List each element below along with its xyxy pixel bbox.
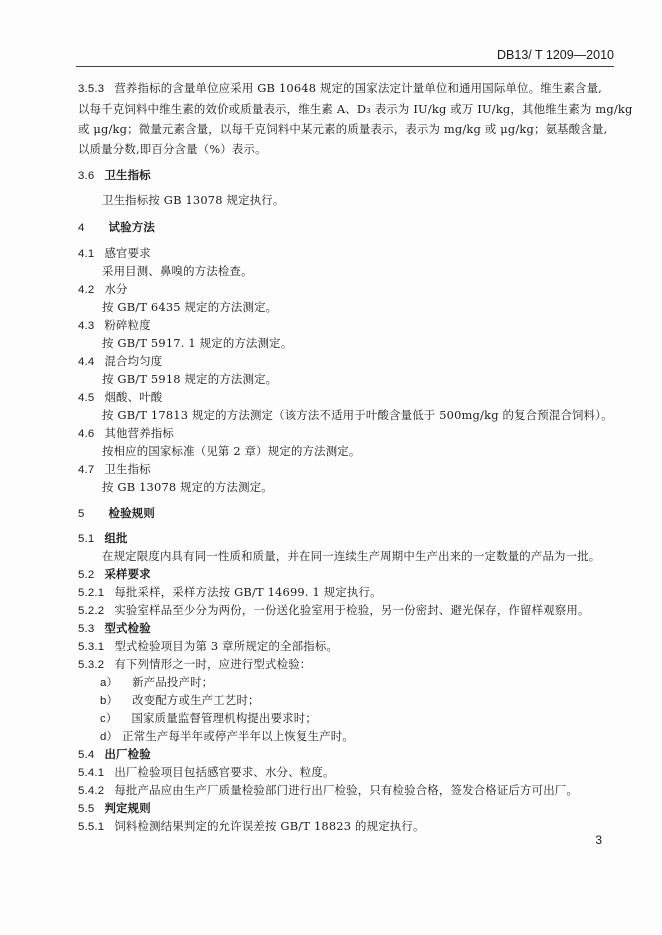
clause-text: 采用目测、鼻嗅的方法检查。 bbox=[102, 264, 253, 278]
list-text: 国家质量监督管理机构提出要求时； bbox=[131, 711, 317, 725]
list-text: 改变配方或生产工艺时； bbox=[132, 693, 260, 707]
clause-body bbox=[102, 407, 613, 423]
clause-number: 4.6 bbox=[78, 428, 95, 440]
clause-text: 以质量分数,即百分含量（%）表示。 bbox=[78, 142, 267, 156]
clause-number: 5 bbox=[78, 508, 85, 520]
clause-5-2-2 bbox=[78, 602, 590, 619]
clause-text: 按 GB/T 17813 规定的方法测定（该方法不适用于叶酸含量低于 500mg/kg 的复合预混合饲料）。 bbox=[102, 408, 613, 422]
heading-5 bbox=[78, 505, 155, 522]
clause-title: 卫生指标 bbox=[104, 462, 151, 476]
heading-4-3 bbox=[78, 317, 151, 334]
clause-number: 4.4 bbox=[78, 356, 95, 368]
clause-title: 烟酸、叶酸 bbox=[104, 390, 163, 404]
list-marker: a） bbox=[100, 677, 119, 689]
clause-5-2-1 bbox=[78, 584, 382, 601]
clause-number: 5.5.1 bbox=[78, 821, 105, 833]
clause-number: 5.2.2 bbox=[78, 605, 105, 617]
paragraph-3-5-3-line-1 bbox=[78, 80, 602, 97]
clause-body bbox=[102, 263, 253, 279]
clause-number: 5.3.2 bbox=[78, 659, 105, 671]
heading-4-6 bbox=[78, 425, 174, 442]
heading-4-2 bbox=[78, 281, 128, 298]
clause-text: 以每千克饲料中维生素的效价或质量表示，维生素 A、D₃ 表示为 IU/kg 或万 IU/kg，其他维生素为 mg/kg bbox=[78, 102, 633, 116]
clause-number: 4.3 bbox=[78, 320, 95, 332]
clause-5-3-1 bbox=[78, 638, 338, 655]
clause-body bbox=[102, 479, 273, 495]
clause-body bbox=[102, 443, 361, 459]
clause-text: 饲料检测结果判定的允许误差按 GB/T 18823 的规定执行。 bbox=[114, 819, 425, 833]
clause-title: 组批 bbox=[104, 531, 128, 545]
list-item-a bbox=[100, 674, 213, 691]
clause-body bbox=[102, 335, 292, 351]
clause-text: 按相应的国家标准（见第 2 章）规定的方法测定。 bbox=[102, 444, 361, 458]
clause-title: 水分 bbox=[104, 282, 128, 296]
heading-4 bbox=[78, 219, 155, 236]
list-marker: d） bbox=[100, 731, 119, 743]
clause-number: 4.2 bbox=[78, 284, 95, 296]
clause-title: 粉碎粒度 bbox=[104, 318, 151, 332]
list-marker: c） bbox=[100, 713, 118, 725]
document-code: DB13/ T 1209—2010 bbox=[497, 48, 614, 62]
clause-title: 混合均匀度 bbox=[104, 354, 163, 368]
clause-body bbox=[102, 548, 600, 564]
clause-title: 试验方法 bbox=[108, 220, 155, 234]
clause-title: 感官要求 bbox=[104, 246, 151, 260]
clause-text: 有下列情形之一时，应进行型式检验： bbox=[114, 657, 312, 671]
clause-number: 5.4.1 bbox=[78, 767, 105, 779]
heading-4-7 bbox=[78, 461, 151, 478]
clause-body bbox=[102, 192, 284, 208]
clause-text: 在规定限度内具有同一性质和质量，并在同一连续生产周期中生产出来的一定数量的产品为一批。 bbox=[102, 549, 601, 563]
clause-title: 型式检验 bbox=[104, 621, 151, 635]
clause-body bbox=[102, 371, 277, 387]
clause-5-4-1 bbox=[78, 764, 335, 781]
clause-title: 判定规则 bbox=[104, 801, 151, 815]
clause-number: 5.1 bbox=[78, 533, 95, 545]
clause-text: 按 GB/T 6435 规定的方法测定。 bbox=[102, 300, 278, 314]
heading-4-1 bbox=[78, 245, 151, 262]
clause-number: 5.3 bbox=[78, 623, 95, 635]
clause-text: 每批采样，采样方法按 GB/T 14699. 1 规定执行。 bbox=[114, 585, 382, 599]
clause-number: 5.2 bbox=[78, 569, 95, 581]
clause-text: 出厂检验项目包括感官要求、水分、粒度。 bbox=[114, 765, 335, 779]
heading-5-5 bbox=[78, 800, 151, 817]
clause-text: 卫生指标按 GB 13078 规定执行。 bbox=[102, 193, 285, 207]
heading-4-5 bbox=[78, 389, 162, 406]
list-text: 新产品投产时； bbox=[132, 675, 214, 689]
heading-3-6 bbox=[78, 167, 151, 184]
clause-number: 5.4.2 bbox=[78, 785, 105, 797]
clause-title: 出厂检验 bbox=[104, 747, 151, 761]
clause-5-4-2 bbox=[78, 782, 578, 799]
clause-number: 5.2.1 bbox=[78, 587, 105, 599]
heading-5-2 bbox=[78, 566, 151, 583]
header-rule bbox=[76, 66, 614, 67]
heading-5-1 bbox=[78, 530, 128, 547]
clause-number: 5.4 bbox=[78, 749, 95, 761]
clause-number: 4 bbox=[78, 222, 85, 234]
paragraph-3-5-3-line-3 bbox=[78, 121, 607, 137]
clause-text: 按 GB/T 5917. 1 规定的方法测定。 bbox=[102, 336, 293, 350]
clause-number: 4.7 bbox=[78, 464, 95, 476]
clause-number: 3.6 bbox=[78, 170, 95, 182]
list-item-b bbox=[100, 692, 260, 709]
clause-text: 实验室样品至少分为两份，一份送化验室用于检验，另一份密封、避光保存，作留样观察用。 bbox=[114, 603, 590, 617]
clause-number: 5.5 bbox=[78, 803, 95, 815]
heading-5-4 bbox=[78, 746, 151, 763]
clause-text: 按 GB/T 5918 规定的方法测定。 bbox=[102, 372, 278, 386]
clause-body bbox=[102, 299, 277, 315]
list-item-c bbox=[100, 710, 317, 727]
clause-text: 或 μg/kg；微量元素含量，以每千克饲料中某元素的质量表示，表示为 mg/kg 或 μg/kg；氨基酸含量, bbox=[78, 122, 608, 136]
clause-number: 5.3.1 bbox=[78, 641, 105, 653]
list-marker: b） bbox=[100, 695, 119, 707]
clause-text: 每批产品应由生产厂质量检验部门进行出厂检验，只有检验合格，签发合格证后方可出厂。 bbox=[114, 783, 578, 797]
page-number: 3 bbox=[595, 833, 602, 847]
clause-number: 4.1 bbox=[78, 248, 95, 260]
paragraph-3-5-3-line-4 bbox=[78, 141, 267, 157]
list-text: 正常生产每半年或停产半年以上恢复生产时。 bbox=[122, 729, 354, 743]
clause-text: 营养指标的含量单位应采用 GB 10648 规定的国家法定计量单位和通用国际单位。维生素含量, bbox=[114, 81, 602, 95]
clause-text: 型式检验项目为第 3 章所规定的全部指标。 bbox=[114, 639, 339, 653]
clause-number: 3.5.3 bbox=[78, 83, 105, 95]
clause-5-3-2 bbox=[78, 656, 311, 673]
heading-5-3 bbox=[78, 620, 151, 637]
list-item-d bbox=[100, 728, 354, 745]
clause-number: 4.5 bbox=[78, 392, 95, 404]
clause-5-5-1 bbox=[78, 818, 425, 835]
heading-4-4 bbox=[78, 353, 162, 370]
clause-title: 检验规则 bbox=[108, 506, 155, 520]
clause-title: 其他营养指标 bbox=[104, 426, 174, 440]
clause-title: 卫生指标 bbox=[104, 168, 151, 182]
paragraph-3-5-3-line-2 bbox=[78, 101, 633, 117]
clause-text: 按 GB 13078 规定的方法测定。 bbox=[102, 480, 273, 494]
clause-title: 采样要求 bbox=[104, 567, 151, 581]
